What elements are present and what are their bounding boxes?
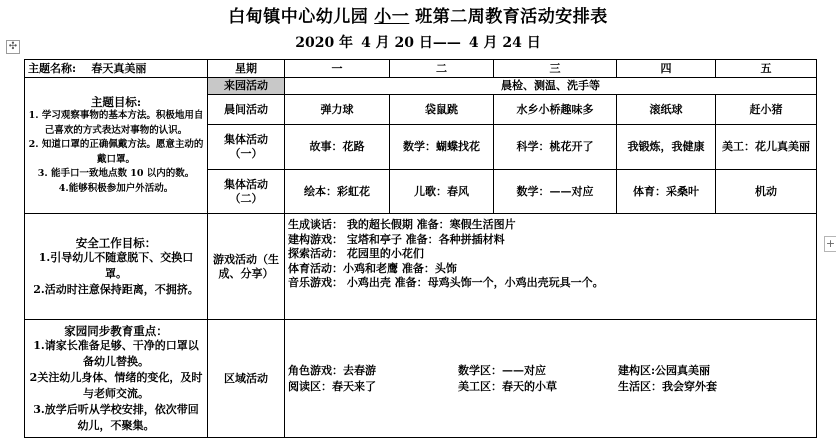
areas-label: 区域活动 [208,320,285,438]
area-item: 美工区：春天的小草 [458,379,557,393]
area-item: 数学区：——对应 [458,363,546,377]
group1-wed: 科学：桃花开了 [494,125,617,170]
area-item: 建构区:公园真美丽 [618,363,711,377]
add-column-icon[interactable]: + [825,237,836,250]
group1-thu: 我锻炼，我健康 [617,125,716,170]
theme-value: 春天真美丽 [91,61,147,75]
game-line: 探索活动： 花园里的小花们 [288,247,424,260]
table-row [25,320,817,438]
title-suffix: 班第二周教育活动安排表 [415,7,608,27]
group2-mon: 绘本：彩虹花 [285,170,390,214]
safety-item: 1.引导幼儿不随意脱下、交换口罩。 [38,250,194,280]
morning-fri: 赶小猪 [716,95,817,125]
game-line: 生成谈话： 我的超长假期 准备：寒假生活图片 [288,218,516,231]
games-content [285,214,817,320]
goal-item: 4.能够积极参加户外活动。 [58,182,174,194]
table-row [25,60,817,78]
group2-thu: 体育：采桑叶 [617,170,716,214]
group2-tue: 儿歌：春风 [390,170,494,214]
safety-goals-cell [25,214,208,320]
theme-label: 主题名称: [28,61,77,75]
end-date: 4 月 24 日 [468,35,541,51]
games-label: 游戏活动（生成、分享） [208,214,285,320]
date-range [0,32,836,52]
morning-mon: 弹力球 [285,95,390,125]
areas-content [285,320,817,438]
home-item: 3.放学后听从学校安排，依次带回幼儿，不聚集。 [33,402,199,432]
morning-label: 晨间活动 [208,95,285,125]
home-cooperation-cell [25,320,208,438]
group1-fri: 美工：花儿真美丽 [716,125,817,170]
safety-title: 安全工作目标： [75,235,157,250]
table-row [25,214,817,320]
home-item: 2关注幼儿身体、情绪的变化，及时与老师交流。 [29,370,203,400]
group1-tue: 数学：蝴蝶找花 [390,125,494,170]
areas-grid [288,364,813,394]
table-move-handle-icon[interactable]: ✣ [6,40,20,54]
group2-wed: 数学：——对应 [494,170,617,214]
arrival-label: 来园活动 [208,78,285,95]
home-title: 家园同步教育重点： [64,323,168,338]
weekday-header: 星期 [208,60,285,78]
morning-wed: 水乡小桥趣味多 [494,95,617,125]
game-line: 音乐游戏： 小鸡出壳 准备：母鸡头饰一个，小鸡出壳玩具一个。 [288,276,604,289]
goals-title: 主题目标: [90,95,142,109]
weekday-wed: 三 [494,60,617,78]
safety-item: 2.活动时注意保持距离，不拥挤。 [33,282,199,296]
start-date: 4 月 20 日—— [361,35,461,51]
group2-fri: 机动 [716,170,817,214]
class-name: 小一 [374,7,410,27]
arrival-content: 晨检、测温、洗手等 [285,78,817,95]
weekday-tue: 二 [390,60,494,78]
group1-label: 集体活动（一） [208,125,285,170]
weekday-mon: 一 [285,60,390,78]
area-item: 阅读区：春天来了 [288,379,376,393]
theme-cell [25,60,208,78]
schedule-table [24,59,817,438]
goal-item: 1. 学习观察事物的基本方法。积极地用自己喜欢的方式表达对事物的认识。 [28,110,204,136]
morning-tue: 袋鼠跳 [390,95,494,125]
table-row [25,78,817,95]
year: 2020 年 [295,35,354,51]
game-line: 体育活动：小鸡和老鹰 准备：头饰 [288,261,457,275]
goal-item: 2. 知道口罩的正确佩戴方法。愿意主动的戴口罩。 [28,139,204,165]
goal-item: 3. 能手口一致地点数 10 以内的数。 [37,168,195,179]
theme-goals-cell [25,78,208,214]
home-item: 1.请家长准备足够、干净的口罩以备幼儿替换。 [33,338,199,368]
morning-thu: 滚纸球 [617,95,716,125]
group1-mon: 故事：花路 [285,125,390,170]
page-title [0,2,836,27]
area-item: 生活区：我会穿外套 [618,379,717,393]
kindergarten-name: 白甸镇中心幼儿园 [228,7,369,27]
game-line: 建构游戏： 宝塔和亭子 准备：各种拼插材料 [288,232,505,246]
weekday-thu: 四 [617,60,716,78]
group2-label: 集体活动（二） [208,170,285,214]
weekday-fri: 五 [716,60,817,78]
area-item: 角色游戏：去春游 [288,363,376,377]
